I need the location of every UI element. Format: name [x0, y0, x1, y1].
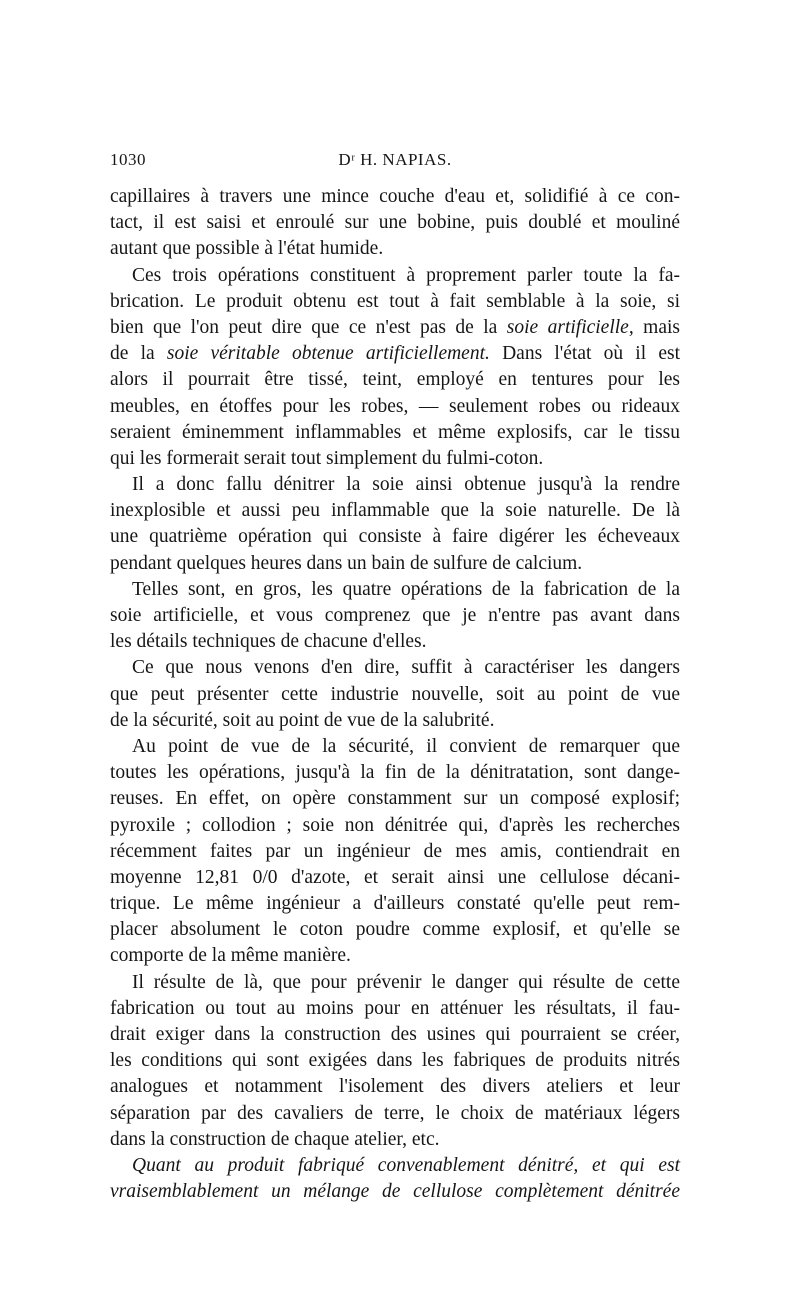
- text-line: qui les formerait serait tout simplement du fulmi-coton.: [110, 447, 544, 469]
- text-line: vraisemblablement un mélange de cellulose complètement dénitrée: [110, 1181, 680, 1203]
- text-line: meubles, en étoffes pour les robes, — seulement robes ou rideaux: [110, 395, 680, 417]
- text-line: inexplosible et aussi peu inflammable que la soie naturelle. De là: [110, 500, 680, 522]
- text-run: bien que l'on peut dire que ce n'est pas de la: [110, 316, 507, 338]
- text-line: fabrication ou tout au moins pour en atténuer les résultats, il fau-: [110, 997, 680, 1019]
- paragraph-first-line: Il résulte de là, que pour prévenir le danger qui résulte de cette: [132, 971, 680, 993]
- text-line: soie artificielle, et vous comprenez que je n'entre pas avant dans: [110, 605, 680, 626]
- text-line: pendant quelques heures dans un bain de sulfure de calcium.: [110, 552, 583, 574]
- paragraph-first-line: Ce que nous venons d'en dire, suffit à caractériser les dangers: [132, 657, 680, 679]
- paragraph-first-line: Il a donc fallu dénitrer la soie ainsi obtenue jusqu'à la rendre: [132, 474, 680, 496]
- italic-phrase: soie véritable obtenue artificiellement.: [166, 343, 490, 365]
- text-line: les détails techniques de chacune d'elles.: [110, 631, 427, 653]
- text-line: pyroxile ; collodion ; soie non dénitrée qui, d'après les recherches: [110, 814, 680, 836]
- text-line: capillaires à travers une mince couche d'eau et, solidifié à ce con-: [110, 186, 680, 207]
- text-run: de la: [110, 343, 167, 365]
- text-line: comporte de la même manière.: [110, 945, 351, 967]
- text-line: une quatrième opération qui consiste à faire digérer les écheveaux: [110, 526, 680, 548]
- text-line: placer absolument le coton poudre comme explosif, et qu'elle se: [110, 919, 680, 941]
- text-line: trique. Le même ingénieur a d'ailleurs constaté qu'elle peut rem-: [110, 893, 680, 915]
- text-line: toutes les opérations, jusqu'à la fin de la dénitratation, sont dange-: [110, 762, 680, 784]
- text-line: alors il pourrait être tissé, teint, employé en tentures pour les: [110, 369, 680, 391]
- text-run: mais: [633, 316, 680, 338]
- paragraph-first-line: Ces trois opérations constituent à proprement parler toute la fa-: [132, 264, 680, 286]
- text-line: analogues et notamment l'isolement des divers ateliers et leur: [110, 1076, 680, 1098]
- text-line: séparation par des cavaliers de terre, le choix de matériaux légers: [110, 1102, 680, 1124]
- running-head-title: Dʳ H. NAPIAS.: [338, 150, 452, 169]
- text-line: drait exiger dans la construction des usines qui pourraient se créer,: [110, 1024, 680, 1045]
- italic-phrase: soie artificielle,: [506, 316, 634, 338]
- text-line: moyenne 12,81 0/0 d'azote, et serait ainsi une cellulose décani-: [110, 866, 680, 888]
- paragraph-first-line: Au point de vue de la sécurité, il convient de remarquer que: [132, 735, 680, 757]
- text-line: dans la construction de chaque atelier, etc.: [110, 1128, 440, 1150]
- text-line: [110, 315, 680, 341]
- text-line: brication. Le produit obtenu est tout à fait semblable à la soie, si: [110, 290, 680, 312]
- text-line: autant que possible à l'état humide.: [110, 238, 384, 260]
- paragraph-first-line: Quant au produit fabriqué convenablement dénitré, et qui est: [132, 1154, 680, 1176]
- text-line: seraient éminemment inflammables et même explosifs, car le tissu: [110, 421, 680, 443]
- text-run: Dans l'état où il est: [489, 343, 680, 365]
- text-line: récemment faites par un ingénieur de mes amis, contiendrait en: [110, 840, 680, 862]
- text-line: reuses. En effet, on opère constamment sur un composé explosif;: [110, 788, 680, 810]
- body-text: [110, 184, 680, 1205]
- page-number: 1030: [110, 150, 146, 169]
- paragraph-first-line: Telles sont, en gros, les quatre opérations de la fabrication de la: [132, 578, 680, 600]
- text-line: de la sécurité, soit au point de vue de la salubrité.: [110, 709, 495, 731]
- text-line: [110, 341, 680, 367]
- text-line: tact, il est saisi et enroulé sur une bobine, puis doublé et mouliné: [110, 212, 680, 234]
- running-head: [110, 150, 680, 178]
- text-line: que peut présenter cette industrie nouvelle, soit au point de vue: [110, 683, 680, 705]
- text-line: les conditions qui sont exigées dans les fabriques de produits nitrés: [110, 1050, 680, 1072]
